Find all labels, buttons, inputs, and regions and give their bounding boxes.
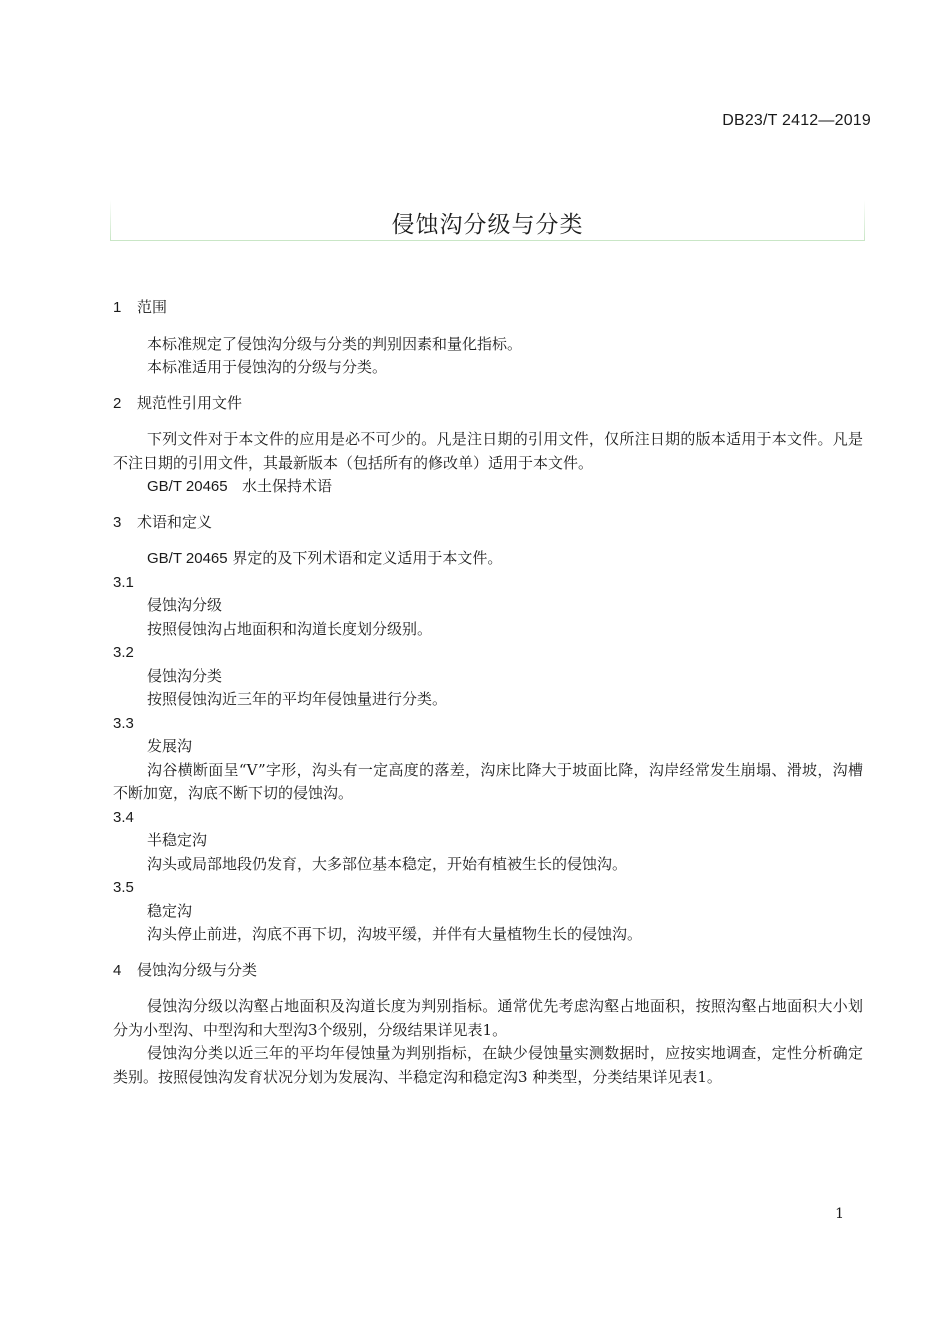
intro-text: 界定的及下列术语和定义适用于本文件。 — [232, 549, 503, 567]
term-number: 3.2 — [113, 644, 134, 661]
paragraph: 本标准规定了侵蚀沟分级与分类的判别因素和量化指标。 — [147, 334, 523, 353]
term-definition: 沟头或局部地段仍发育，大多部位基本稳定，开始有植被生长的侵蚀沟。 — [147, 854, 628, 873]
normative-reference — [113, 475, 863, 499]
term-number: 3.3 — [113, 714, 134, 732]
section-heading-2 — [113, 392, 863, 416]
document-body — [113, 296, 863, 1089]
reference-name: 水土保持术语 — [241, 477, 332, 495]
reference-code: GB/T 20465 — [147, 478, 228, 495]
document-title: 侵蚀沟分级与分类 — [391, 212, 584, 238]
term-name: 侵蚀沟分级 — [147, 596, 223, 614]
term-number: 3.4 — [113, 808, 134, 826]
section-number: 1 — [113, 299, 122, 316]
paragraph: 本标准适用于侵蚀沟的分级与分类。 — [147, 358, 388, 376]
term-definition: 沟谷横断面呈“V”字形，沟头有一定高度的落差，沟床比降大于坡面比降，沟岸经常发生崩塌、滑坡，沟槽不断加宽，沟底不断下切的侵蚀沟。 — [113, 760, 863, 802]
term-name: 半稳定沟 — [147, 831, 208, 849]
section-title: 术语和定义 — [137, 512, 213, 531]
section-title: 范围 — [137, 298, 168, 316]
section-title: 侵蚀沟分级与分类 — [137, 960, 258, 979]
paragraph: 下列文件对于本文件的应用是必不可少的。凡是注日期的引用文件，仅所注日期的版本适用于本文件。凡是不注日期的引用文件，其最新版本（包括所有的修改单）适用于本文件。 — [113, 430, 863, 472]
section-heading-3 — [113, 511, 863, 535]
section-number: 4 — [113, 961, 122, 979]
paragraph: 侵蚀沟分级以沟壑占地面积及沟道长度为判别指标。通常优先考虑沟壑占地面积，按照沟壑占地面积大小划分为小型沟、中型沟和大型沟3个级别，分级结果详见表1。 — [113, 997, 863, 1039]
section-heading-4 — [113, 959, 863, 983]
paragraph: 侵蚀沟分类以近三年的平均年侵蚀量为判别指标，在缺少侵蚀量实测数据时，应按实地调查，定性分析确定类别。按照侵蚀沟发育状况分划为发展沟、半稳定沟和稳定沟3 种类型，分类结果详见表1。 — [113, 1044, 863, 1086]
section-number: 3 — [113, 513, 122, 531]
term-definition: 按照侵蚀沟占地面积和沟道长度划分级别。 — [147, 619, 433, 638]
section-number: 2 — [113, 394, 122, 412]
term-name: 稳定沟 — [147, 901, 193, 920]
title-frame — [110, 200, 865, 241]
term-definition: 按照侵蚀沟近三年的平均年侵蚀量进行分类。 — [147, 690, 448, 708]
reference-code: GB/T 20465 — [147, 550, 228, 567]
standard-code: DB23/T 2412—2019 — [722, 112, 871, 129]
term-number: 3.5 — [113, 879, 134, 896]
paragraph — [113, 547, 863, 571]
term-name: 发展沟 — [147, 737, 193, 755]
term-name: 侵蚀沟分类 — [147, 666, 223, 685]
term-number: 3.1 — [113, 573, 134, 591]
section-title: 规范性引用文件 — [137, 393, 243, 412]
section-heading-1 — [113, 296, 863, 320]
page-number: 1 — [835, 1206, 844, 1222]
term-definition: 沟头停止前进，沟底不再下切，沟坡平缓，并伴有大量植物生长的侵蚀沟。 — [147, 925, 643, 943]
